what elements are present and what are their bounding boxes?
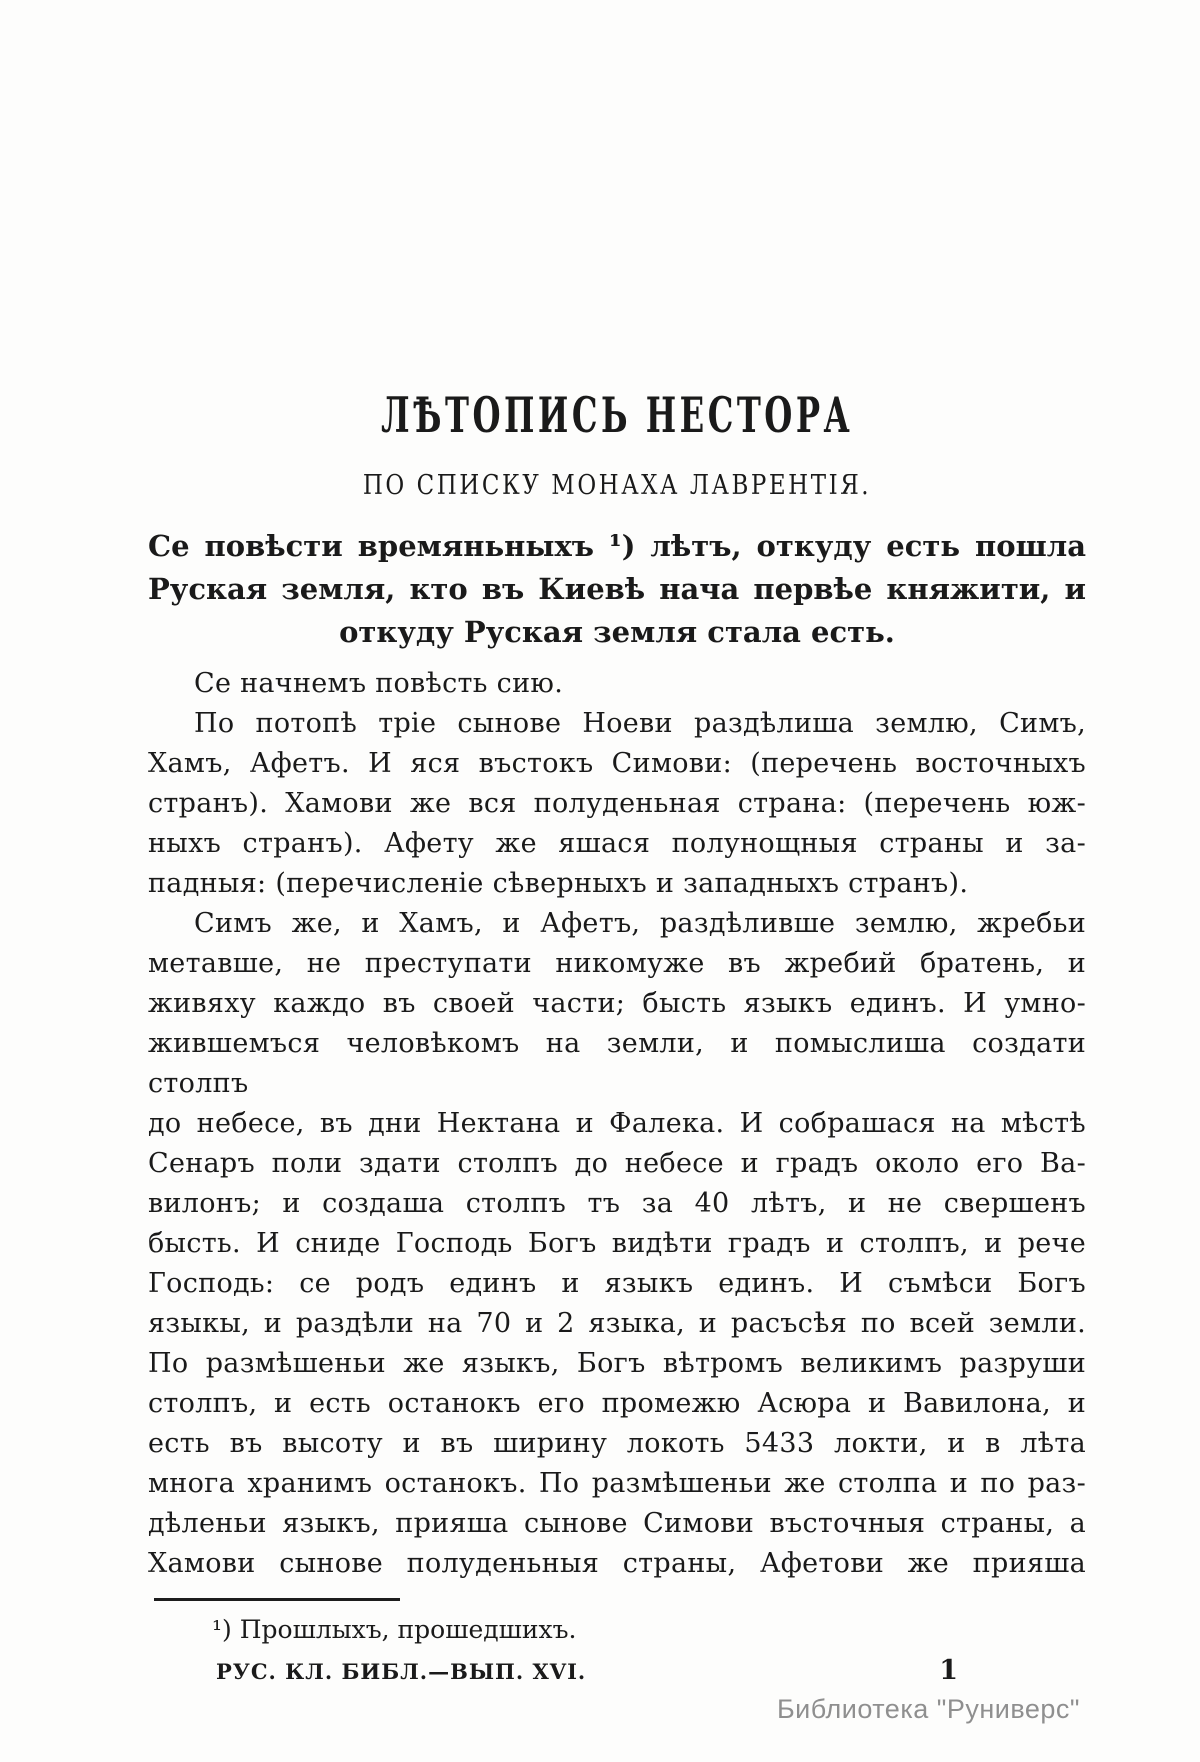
text-line: жившемъся человѣкомъ на земли, и помыслиша создати столпъ [148,1028,1086,1099]
library-watermark: Библиотека "Руниверс" [776,1694,1080,1724]
page-subtitle [148,472,1086,499]
text-line: есть въ высоту и въ ширину локоть 5433 локти, и в лѣта [148,1428,1086,1459]
page-title-text: ЛѢТОПИСЬ НЕСТОРА [380,386,854,444]
text-line: дѣленьи языкъ, прияша сынове Симови въсточныя страны, а [148,1508,1086,1539]
page-title [148,386,1086,444]
text-line: Хамови сынове полуденьныя страны, Афетови же прияша [148,1548,1086,1579]
text-line: Господь: се родъ единъ и языкъ единъ. И съмѣси Богъ [148,1268,1086,1299]
text-line: Руская земля, кто въ Киевѣ нача первѣе княжити, и [148,572,1086,606]
text-line: вилонъ; и создаша столпъ тъ за 40 лѣтъ, и не свершенъ [148,1188,1086,1219]
text-line: метавше, не преступати никомуже въ жребий братень, и [148,948,1086,979]
text-line: столпъ, и есть останокъ его промежю Асюра и Вавилона, и [148,1388,1086,1419]
text-line: ныхъ странъ). Афету же яшася полунощныя страны и за- [148,828,1086,859]
page-subtitle-text: ПО СПИСКУ МОНАХА ЛАВРЕНТІЯ. [362,470,872,501]
text-block [148,0,1086,1686]
text-line: многа хранимъ останокъ. По размѣшеньи же столпа и по раз- [148,1468,1086,1499]
text-line: Се повѣсти времяньныхъ ¹) лѣтъ, откуду есть пошла [148,529,1086,563]
text-line: падныя: (перечисленіе сѣверныхъ и западныхъ странъ). [148,868,969,899]
body-text [148,664,1086,1584]
text-line: до небесе, въ дни Нектана и Фалека. И собрашася на мѣстѣ [148,1108,1086,1139]
incipit-paragraph [148,525,1086,654]
text-line: Симъ же, и Хамъ, и Афетъ, раздѣливше землю, жребьи [194,908,1086,939]
text-line: живяху каждо въ своей части; бысть языкъ единъ. И умно- [148,988,1086,1019]
footnote-divider [154,1598,400,1601]
footnote-text: ¹) Прошлыхъ, прошедшихъ. [212,1615,577,1644]
text-line: Хамъ, Афетъ. И яся въстокъ Симови: (перечень восточныхъ [148,748,1086,779]
text-line: Сенаръ поли здати столпъ до небесе и градъ около его Ва- [148,1148,1086,1179]
text-line: странъ). Хамови же вся полуденьная страна: (перечень юж- [148,788,1086,819]
page-number: 1 [939,1655,958,1686]
text-line: По потопѣ тріе сынове Ноеви раздѣлиша землю, Симъ, [194,708,1086,739]
text-line: бысть. И сниде Господь Богъ видѣти градъ и столпъ, и рече [148,1228,1086,1259]
text-line: откуду Руская земля стала есть. [339,615,895,649]
series-imprint: РУС. КЛ. БИБЛ.—ВЫП. XVI. [216,1659,587,1684]
footer-row [148,1657,1086,1686]
text-line: По размѣшеньи же языкъ, Богъ вѣтромъ великимъ разруши [148,1348,1086,1379]
text-line: Се начнемъ повѣсть сию. [194,668,564,699]
text-line: языкы, и раздѣли на 70 и 2 языка, и расъсѣя по всей земли. [148,1308,1086,1339]
